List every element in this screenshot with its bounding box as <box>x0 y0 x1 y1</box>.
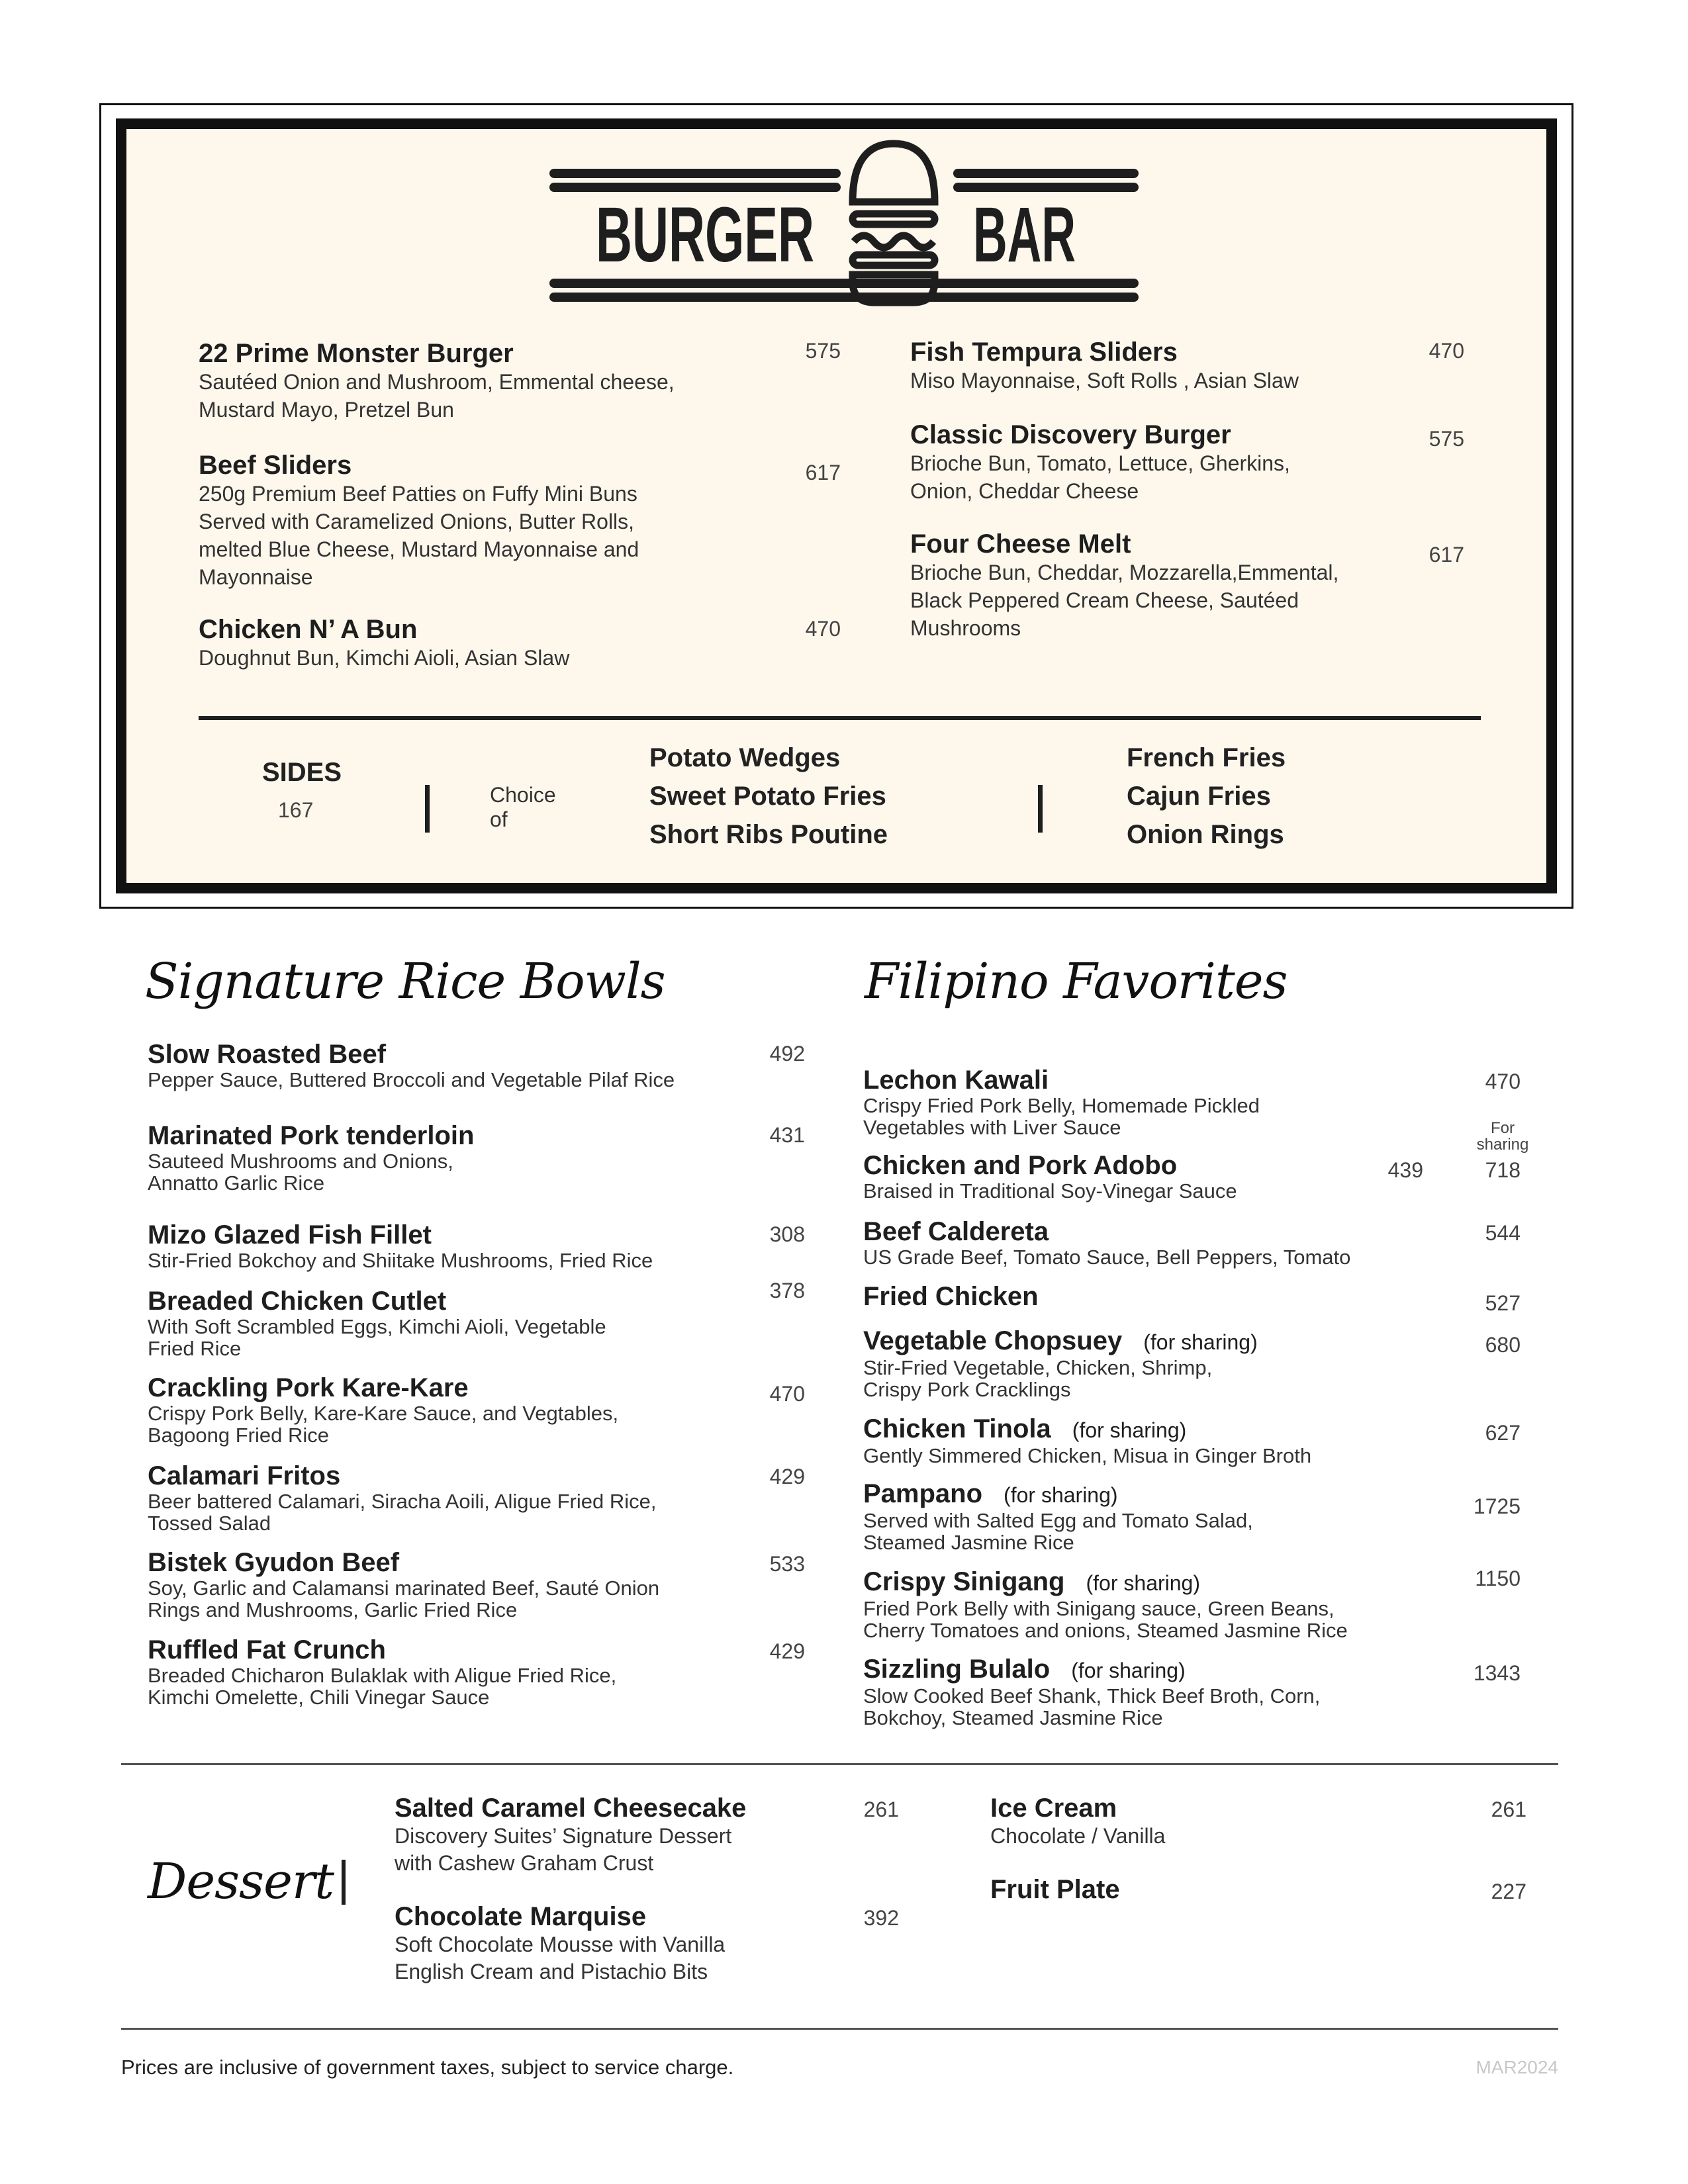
menu-item-description: with Cashew Graham Crust <box>395 1851 654 1875</box>
item-name-text: Fried Chicken <box>863 1282 1039 1311</box>
menu-item-description: Vegetables with Liver Sauce <box>863 1116 1121 1139</box>
menu-item-description: Beer battered Calamari, Siracha Aoili, Aligue Fried Rice, <box>148 1490 657 1513</box>
side-option: Sweet Potato Fries <box>649 782 886 811</box>
menu-item-description: Steamed Jasmine Rice <box>863 1531 1074 1554</box>
sides-title: SIDES <box>262 758 342 787</box>
menu-item-description: Soy, Garlic and Calamansi marinated Beef, Sauté Onion <box>148 1576 660 1600</box>
item-name-text: Salted Caramel Cheesecake <box>395 1794 747 1823</box>
menu-item-name <box>863 1567 1348 1598</box>
menu-item-name <box>863 1479 1253 1510</box>
menu-item-description: Braised in Traditional Soy-Vinegar Sauce <box>863 1179 1237 1203</box>
menu-item-price: 1343 <box>1473 1661 1521 1685</box>
menu-item-name <box>148 1287 606 1316</box>
item-name-text: Breaded Chicken Cutlet <box>148 1287 447 1316</box>
menu-item-description: Stir-Fried Bokchoy and Shiitake Mushrooms, Fried Rice <box>148 1249 653 1272</box>
filipino-title: Filipino Favorites <box>865 953 1288 1010</box>
sides-choice-label: Choice of <box>490 783 556 831</box>
menu-item-description: Brioche Bun, Cheddar, Mozzarella,Emmental, <box>910 561 1339 584</box>
menu-item-description: Breaded Chicharon Bulaklak with Aligue Fried Rice, <box>148 1664 617 1687</box>
side-option: French Fries <box>1127 743 1286 772</box>
menu-item <box>863 1151 1237 1202</box>
menu-item-description: Miso Mayonnaise, Soft Rolls , Asian Slaw <box>910 369 1299 392</box>
menu-item-name <box>863 1066 1260 1095</box>
sharing-note: (for sharing) <box>1071 1659 1186 1682</box>
menu-item-name <box>910 420 1290 449</box>
menu-item-name <box>910 338 1299 367</box>
menu-item-price: 1725 <box>1473 1494 1521 1518</box>
menu-item-description: Crispy Pork Cracklings <box>863 1378 1071 1401</box>
menu-item-price: 470 <box>769 1382 805 1406</box>
menu-item-price: 470 <box>1429 339 1464 363</box>
item-name-text: Fruit Plate <box>990 1875 1120 1904</box>
menu-item-name <box>863 1217 1350 1246</box>
menu-item <box>910 529 1338 642</box>
item-name-text: Chocolate Marquise <box>395 1902 647 1931</box>
menu-item-description: Slow Cooked Beef Shank, Thick Beef Broth, Corn, <box>863 1684 1321 1707</box>
menu-item-price: 429 <box>769 1465 805 1488</box>
menu-item-price: 308 <box>769 1222 805 1246</box>
menu-item-name <box>990 1794 1165 1823</box>
footer-note: Prices are inclusive of government taxes, subject to service charge. <box>121 2056 734 2079</box>
menu-item <box>199 451 639 591</box>
menu-item <box>863 1217 1350 1268</box>
menu-item-description: Cherry Tomatoes and onions, Steamed Jasmine Rice <box>863 1619 1348 1642</box>
menu-item-description: Crispy Fried Pork Belly, Homemade Pickled <box>863 1094 1260 1117</box>
menu-item-description: Annatto Garlic Rice <box>148 1171 325 1195</box>
menu-item <box>863 1567 1348 1641</box>
menu-item-price: 617 <box>805 461 841 484</box>
divider <box>199 716 1481 720</box>
menu-code: MAR2024 <box>1476 2057 1558 2077</box>
menu-item-price: 1150 <box>1475 1567 1521 1590</box>
menu-item-price: 261 <box>1491 1797 1526 1821</box>
menu-item-name <box>148 1040 675 1069</box>
menu-item-price: 718 <box>1485 1158 1521 1182</box>
sharing-note: (for sharing) <box>1086 1571 1200 1595</box>
menu-item-name <box>148 1548 659 1577</box>
item-name-text: Chicken and Pork Adobo <box>863 1151 1178 1180</box>
item-name-text: Crispy Sinigang <box>863 1567 1065 1596</box>
menu-item <box>990 1875 1120 1904</box>
item-name-text: Ruffled Fat Crunch <box>148 1635 386 1664</box>
menu-item-description: Stir-Fried Vegetable, Chicken, Shrimp, <box>863 1356 1213 1379</box>
menu-item <box>910 420 1290 505</box>
item-name-text: Four Cheese Melt <box>910 529 1131 559</box>
menu-item-description: Sauteed Mushrooms and Onions, <box>148 1150 453 1173</box>
menu-item-description: 250g Premium Beef Patties on Fuffy Mini Buns <box>199 482 637 506</box>
side-option: Potato Wedges <box>649 743 841 772</box>
menu-item <box>148 1548 659 1621</box>
menu-item-description: Onion, Cheddar Cheese <box>910 479 1139 503</box>
menu-item <box>199 615 569 672</box>
menu-item-description: Served with Salted Egg and Tomato Salad, <box>863 1509 1253 1532</box>
for-sharing-line: For <box>1491 1119 1515 1137</box>
menu-item-description: Gently Simmered Chicken, Misua in Ginger Broth <box>863 1444 1312 1467</box>
menu-item <box>148 1461 656 1534</box>
menu-item-description: Soft Chocolate Mousse with Vanilla <box>395 1933 726 1956</box>
separator <box>1038 785 1043 833</box>
menu-item-price: 617 <box>1429 543 1464 567</box>
for-sharing-line: sharing <box>1476 1136 1529 1154</box>
sharing-note: (for sharing) <box>1072 1418 1187 1442</box>
side-option: Cajun Fries <box>1127 782 1271 811</box>
item-name-text: Lechon Kawali <box>863 1066 1049 1095</box>
menu-item <box>990 1794 1165 1850</box>
menu-item-description: Bagoong Fried Rice <box>148 1424 329 1447</box>
item-name-text: Vegetable Chopsuey <box>863 1326 1123 1355</box>
sides-price: 167 <box>278 798 314 822</box>
item-name-text: Mizo Glazed Fish Fillet <box>148 1220 432 1250</box>
logo-word-left: BURGER <box>596 191 814 279</box>
menu-item-description: Mayonnaise <box>199 565 313 589</box>
item-name-text: Bistek Gyudon Beef <box>148 1548 400 1577</box>
sharing-note: (for sharing) <box>1143 1330 1258 1354</box>
item-name-text: Marinated Pork tenderloin <box>148 1121 475 1150</box>
menu-item-description: Discovery Suites’ Signature Dessert <box>395 1824 732 1848</box>
logo-word-right: BAR <box>973 191 1076 279</box>
menu-item-price: 527 <box>1485 1291 1521 1315</box>
divider <box>121 2028 1558 2030</box>
menu-item <box>910 338 1299 394</box>
menu-item-description: With Soft Scrambled Eggs, Kimchi Aioli, Vegetable <box>148 1315 606 1338</box>
item-name-text: Classic Discovery Burger <box>910 420 1231 449</box>
item-name-text: Ice Cream <box>990 1794 1117 1823</box>
item-name-text: Chicken Tinola <box>863 1414 1051 1443</box>
menu-item-description: Chocolate / Vanilla <box>990 1824 1166 1848</box>
menu-item <box>148 1635 616 1708</box>
menu-item-price: 378 <box>769 1279 805 1302</box>
menu-item-name <box>199 615 569 644</box>
menu-item-price: 261 <box>863 1797 899 1821</box>
separator <box>342 1860 346 1905</box>
rice-bowls-title: Signature Rice Bowls <box>145 953 665 1010</box>
menu-item-description: Bokchoy, Steamed Jasmine Rice <box>863 1706 1163 1729</box>
menu-item-description: Served with Caramelized Onions, Butter Rolls, <box>199 510 635 533</box>
item-name-text: 22 Prime Monster Burger <box>199 339 514 368</box>
menu-item-price: 392 <box>863 1906 899 1930</box>
sharing-note: (for sharing) <box>1004 1483 1118 1507</box>
menu-item <box>395 1902 725 1985</box>
item-name-text: Slow Roasted Beef <box>148 1040 387 1069</box>
menu-item-price: 627 <box>1485 1421 1521 1445</box>
menu-item-description: Sautéed Onion and Mushroom, Emmental cheese, <box>199 370 675 394</box>
menu-item-description: Black Peppered Cream Cheese, Sautéed <box>910 588 1299 612</box>
menu-item <box>863 1282 1039 1311</box>
menu-item-price: 431 <box>769 1123 805 1147</box>
menu-item-price: 680 <box>1485 1333 1521 1357</box>
item-name-text: Crackling Pork Kare-Kare <box>148 1373 469 1402</box>
menu-item-name <box>863 1151 1237 1180</box>
menu-item-description: Tossed Salad <box>148 1512 271 1535</box>
adobo-single-price: 439 <box>1387 1158 1423 1182</box>
menu-item-name <box>148 1461 656 1490</box>
divider <box>121 1763 1558 1765</box>
menu-item-description: English Cream and Pistachio Bits <box>395 1960 708 1983</box>
menu-item-name <box>148 1220 653 1250</box>
menu-item <box>148 1287 606 1359</box>
menu-item-price: 429 <box>769 1639 805 1663</box>
menu-item-name <box>148 1635 616 1664</box>
menu-item-price: 470 <box>1485 1069 1521 1093</box>
menu-item-description: Fried Pork Belly with Sinigang sauce, Green Beans, <box>863 1597 1335 1620</box>
item-name-text: Beef Sliders <box>199 451 352 480</box>
menu-item-name <box>148 1121 474 1150</box>
menu-item-name <box>863 1655 1320 1685</box>
menu-item-name <box>863 1326 1258 1357</box>
menu-item-description: Fried Rice <box>148 1337 242 1360</box>
menu-item-name <box>395 1794 746 1823</box>
item-name-text: Pampano <box>863 1479 983 1508</box>
item-name-text: Calamari Fritos <box>148 1461 341 1490</box>
menu-item-description: Rings and Mushrooms, Garlic Fried Rice <box>148 1598 518 1621</box>
menu-item <box>148 1121 474 1194</box>
menu-item-name <box>199 451 639 480</box>
menu-item <box>148 1220 653 1271</box>
separator <box>425 785 430 833</box>
menu-item <box>148 1040 675 1091</box>
menu-item-description: melted Blue Cheese, Mustard Mayonnaise and <box>199 537 639 561</box>
menu-item <box>863 1066 1260 1138</box>
item-name-text: Fish Tempura Sliders <box>910 338 1178 367</box>
menu-item-price: 227 <box>1491 1880 1526 1903</box>
menu-item-description: Doughnut Bun, Kimchi Aioli, Asian Slaw <box>199 646 570 670</box>
menu-item-price: 533 <box>769 1552 805 1576</box>
menu-item-description: Crispy Pork Belly, Kare-Kare Sauce, and Vegtables, <box>148 1402 619 1425</box>
menu-item <box>395 1794 746 1877</box>
burger-bar-logo <box>543 136 1139 308</box>
item-name-text: Sizzling Bulalo <box>863 1655 1051 1684</box>
for-sharing-label <box>1463 1120 1542 1153</box>
side-option: Onion Rings <box>1127 820 1284 849</box>
dessert-title: Dessert <box>148 1853 334 1910</box>
menu-item-description: Kimchi Omelette, Chili Vinegar Sauce <box>148 1686 490 1709</box>
menu-item <box>148 1373 618 1446</box>
menu-item-description: US Grade Beef, Tomato Sauce, Bell Peppers, Tomato <box>863 1246 1351 1269</box>
menu-item-price: 470 <box>805 617 841 641</box>
menu-item <box>863 1479 1253 1553</box>
menu-item <box>863 1655 1320 1729</box>
item-name-text: Beef Caldereta <box>863 1217 1049 1246</box>
menu-item-description: Pepper Sauce, Buttered Broccoli and Vegetable Pilaf Rice <box>148 1068 675 1091</box>
menu-item <box>199 339 675 424</box>
menu-item-name <box>863 1414 1311 1445</box>
menu-item <box>863 1326 1258 1400</box>
menu-item-name <box>148 1373 618 1402</box>
menu-item-price: 492 <box>769 1042 805 1066</box>
item-name-text: Chicken N’ A Bun <box>199 615 418 644</box>
menu-item <box>863 1414 1311 1467</box>
side-option: Short Ribs Poutine <box>649 820 888 849</box>
menu-item-name <box>199 339 675 368</box>
menu-item-name <box>910 529 1338 559</box>
menu-item-price: 544 <box>1485 1221 1521 1245</box>
menu-item-price: 575 <box>805 339 841 363</box>
menu-item-description: Mustard Mayo, Pretzel Bun <box>199 398 454 422</box>
menu-item-description: Brioche Bun, Tomato, Lettuce, Gherkins, <box>910 451 1290 475</box>
menu-item-price: 575 <box>1429 427 1464 451</box>
menu-item-name <box>863 1282 1039 1311</box>
menu-item-description: Mushrooms <box>910 616 1021 640</box>
menu-item-name <box>395 1902 725 1931</box>
menu-item-name <box>990 1875 1120 1904</box>
